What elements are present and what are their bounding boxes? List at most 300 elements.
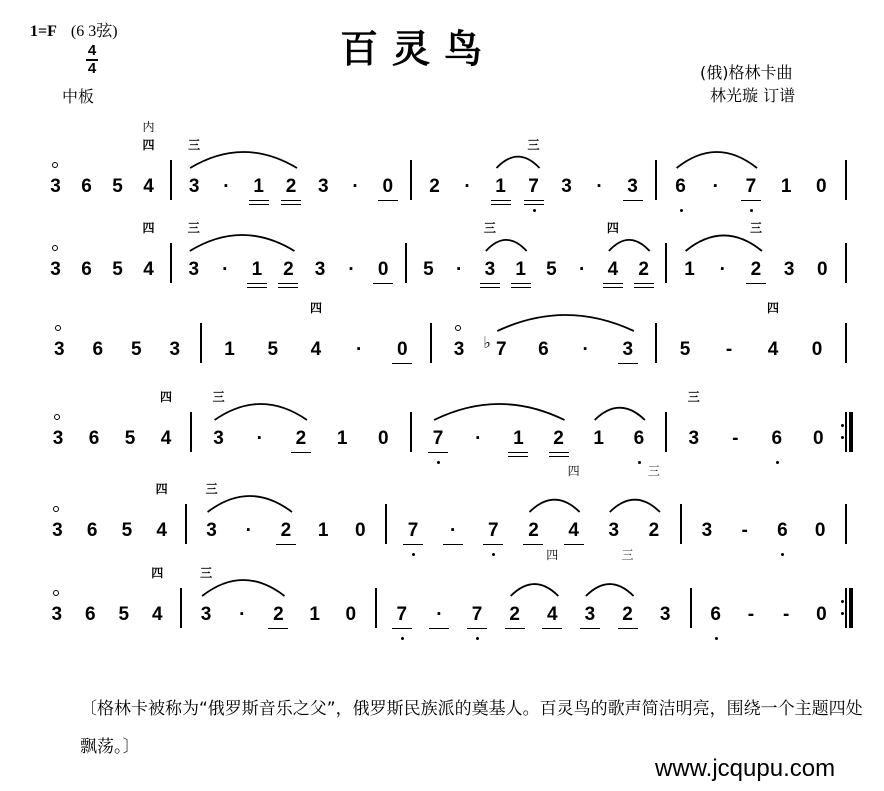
note-digit: ·: [719, 259, 726, 280]
underline: [618, 363, 638, 364]
measure: [40, 566, 174, 628]
slur-arc: [511, 584, 559, 596]
note-digit: 1: [593, 428, 604, 449]
note-digit: 2: [280, 520, 292, 541]
barline: [180, 588, 182, 628]
low-octave-dot: [401, 637, 404, 640]
note: [449, 259, 469, 283]
note: [505, 604, 525, 628]
note-digit: 5: [679, 339, 691, 360]
fingering-mark: 三: [483, 221, 496, 235]
note: [46, 259, 66, 283]
note-digit: 1: [336, 428, 348, 449]
fingering-mark: 四: [155, 482, 168, 496]
note-digit: 7: [396, 604, 408, 625]
note-digit: 5: [118, 604, 130, 625]
note-digit: 3: [188, 259, 200, 280]
note-digit: 1: [253, 176, 264, 197]
note-digit: -: [741, 520, 748, 541]
underline: [634, 287, 654, 288]
note: [763, 301, 783, 363]
barline: [170, 160, 172, 200]
note: [655, 604, 675, 628]
note-digit: 5: [112, 176, 123, 197]
note: [618, 548, 638, 628]
note: [88, 339, 108, 363]
note-digit: 1: [780, 176, 792, 197]
underline: [378, 200, 398, 201]
note-digit: 7: [528, 176, 539, 197]
note-digit: ·: [245, 520, 252, 541]
barline: [665, 243, 667, 283]
note-digit: ·: [464, 176, 471, 197]
note: [779, 259, 799, 283]
note: [675, 339, 695, 363]
barline: [690, 588, 692, 628]
note: [468, 428, 488, 452]
note: [713, 259, 733, 283]
underline: [542, 628, 562, 629]
note: [341, 604, 361, 628]
note-digit: ·: [596, 176, 603, 197]
note-digit: 1: [515, 259, 526, 280]
note-digit: ·: [578, 259, 586, 280]
note: [373, 259, 393, 283]
fingering-mark: 四: [309, 301, 322, 315]
fingering-mark: 三: [749, 221, 762, 235]
score-row: [0, 221, 884, 299]
slur-arc: [586, 584, 634, 596]
underline: [491, 200, 511, 201]
note-digit: 2: [285, 176, 297, 197]
slur-arc: [208, 496, 292, 512]
note-digit: 3: [53, 339, 65, 360]
repeat-part: [841, 424, 844, 427]
note: [215, 259, 235, 283]
note-digit: 5: [423, 259, 434, 280]
slur-arc: [497, 157, 540, 168]
note: [524, 138, 544, 200]
note-digit: -: [732, 428, 739, 449]
note-digit: 3: [561, 176, 572, 197]
note-digit: ·: [348, 259, 355, 280]
note-digit: 4: [767, 339, 779, 360]
note-digit: ·: [352, 176, 359, 197]
slur-arc: [595, 408, 645, 420]
underline: [247, 283, 267, 284]
note-digit: 3: [50, 176, 61, 197]
note-digit: 3: [51, 604, 63, 625]
note-digit: 3: [317, 176, 329, 197]
note-digit: 4: [143, 176, 154, 197]
measure: [40, 339, 194, 363]
fingering-mark: 三: [621, 548, 634, 562]
note-digit: 2: [509, 604, 520, 625]
fingering-mark: 三: [187, 221, 200, 235]
note: [156, 390, 176, 452]
note: [84, 428, 104, 452]
barline: [200, 323, 202, 363]
note: [706, 176, 726, 200]
note-digit: 4: [160, 428, 172, 449]
measure: [673, 390, 839, 452]
note: [483, 520, 503, 544]
note-digit: -: [725, 339, 733, 360]
note-digit: 3: [608, 520, 620, 541]
note: [533, 339, 553, 363]
underline: [403, 544, 423, 545]
note-digit: 3: [453, 339, 465, 360]
note: [706, 604, 726, 628]
measure: [413, 221, 659, 283]
note: [443, 520, 463, 544]
barline: [845, 504, 847, 544]
repeat-part: [841, 600, 844, 603]
note: [108, 259, 128, 283]
underline: [480, 287, 500, 288]
note-digit: 2: [283, 259, 294, 280]
composer: (俄)格林卡曲: [700, 63, 793, 82]
repeat-part: [841, 612, 844, 615]
note: [449, 339, 469, 363]
note: [483, 333, 511, 363]
note-digit: 1: [251, 259, 263, 280]
low-octave-dot: [750, 209, 753, 212]
note-digit: ·: [712, 176, 719, 197]
website-watermark: www.jcqupu.com: [655, 755, 836, 782]
harmonic-circle-icon: [53, 590, 59, 596]
note: [373, 428, 393, 452]
low-octave-dot: [715, 637, 718, 640]
note-digit: ·: [582, 339, 589, 360]
note: [428, 428, 448, 452]
note-digit: 0: [382, 176, 394, 197]
underline: [623, 200, 643, 201]
note: [263, 339, 283, 363]
underline: [249, 204, 269, 205]
note: [139, 120, 159, 200]
measure: [663, 301, 839, 363]
note: [196, 566, 216, 628]
score-row: [0, 120, 884, 216]
underline: [428, 452, 448, 453]
barline: [845, 160, 847, 200]
note: [184, 138, 204, 200]
note-digit: 2: [638, 259, 649, 280]
measure: [663, 176, 839, 200]
note-digit: 3: [169, 339, 181, 360]
note: [392, 339, 412, 363]
note: [49, 339, 69, 363]
note-digit: 7: [471, 604, 483, 625]
note: [47, 604, 67, 628]
repeat-part: [849, 588, 853, 628]
note-digit: 3: [200, 604, 212, 625]
note: [580, 604, 600, 628]
barline: [375, 588, 377, 628]
underline: [281, 200, 301, 201]
slur-arc: [497, 315, 634, 331]
note: [644, 464, 664, 544]
note: [239, 520, 259, 544]
fingering-mark: 四: [151, 566, 164, 580]
note-digit: 4: [310, 339, 322, 360]
score-row: [0, 301, 884, 379]
note-digit: 4: [547, 604, 558, 625]
underline: [618, 628, 638, 629]
underline: [373, 283, 393, 284]
note: [47, 520, 67, 544]
note: [807, 339, 827, 363]
underline: [746, 283, 766, 284]
note-digit: 0: [377, 259, 389, 280]
slur-arc: [190, 235, 295, 251]
string-tuning: (6 3弦): [70, 23, 118, 40]
note-digit: 0: [816, 604, 827, 625]
note-digit: 6: [675, 176, 686, 197]
note: [523, 520, 543, 544]
note: [634, 259, 654, 283]
note: [618, 339, 638, 363]
note-digit: -: [747, 604, 755, 625]
note: [680, 259, 700, 283]
note-digit: 0: [812, 428, 824, 449]
underline: [603, 283, 623, 284]
low-octave-dot: [476, 637, 479, 640]
slur-arc: [434, 404, 564, 420]
note: [746, 221, 766, 283]
note-digit: 2: [528, 520, 539, 541]
note-digit: ·: [475, 428, 482, 449]
note: [247, 259, 267, 283]
note-digit: 6: [81, 176, 92, 197]
note: [268, 604, 288, 628]
underline: [429, 628, 449, 629]
fingering-mark: 内: [142, 120, 155, 134]
note: [291, 428, 311, 452]
note: [114, 604, 134, 628]
note: [281, 176, 301, 200]
note-digit: 3: [206, 520, 217, 541]
time-top: 4: [87, 42, 97, 59]
note: [278, 259, 298, 283]
note: [741, 176, 761, 200]
harmonic-circle-icon: [52, 162, 58, 168]
note-digit: 1: [224, 339, 235, 360]
repeat-part: [849, 412, 853, 452]
note-digit: 2: [622, 604, 633, 625]
underline: [524, 200, 544, 201]
slur-arc: [529, 500, 579, 512]
measure: [178, 221, 399, 283]
note: [589, 428, 609, 452]
note: [108, 176, 128, 200]
note-digit: 6: [88, 428, 100, 449]
note-digit: 6: [633, 428, 645, 449]
arranger: 林光璇 订谱: [710, 86, 796, 105]
measure: [198, 390, 404, 452]
note-digit: 5: [121, 520, 133, 541]
barline: [845, 243, 847, 283]
end-repeat-sign: [841, 588, 853, 628]
underline: [523, 544, 543, 545]
underline: [249, 200, 269, 201]
note: [165, 339, 185, 363]
repeat-part: [845, 412, 847, 452]
note: [77, 259, 97, 283]
note-digit: 4: [568, 520, 579, 541]
barline: [410, 160, 412, 200]
note: [209, 390, 229, 452]
measure: [208, 301, 424, 363]
note: [80, 604, 100, 628]
note: [480, 221, 500, 283]
note: [590, 176, 610, 200]
underline: [511, 287, 531, 288]
harmonic-circle-icon: [54, 414, 60, 420]
note-digit: 3: [584, 604, 596, 625]
note: [511, 259, 531, 283]
note-digit: 1: [684, 259, 695, 280]
slur-arc: [609, 240, 650, 251]
fingering-mark: 三: [212, 390, 225, 404]
note: [429, 604, 449, 628]
note-digit: 0: [817, 259, 828, 280]
underline: [508, 452, 528, 453]
note: [139, 221, 159, 283]
low-octave-dot: [492, 553, 495, 556]
measure: [40, 221, 164, 283]
fingering-mark: 四: [159, 390, 172, 404]
underline: [276, 544, 296, 545]
repeat-part: [841, 436, 844, 439]
barline: [385, 504, 387, 544]
note: [306, 301, 326, 363]
underline: [281, 204, 301, 205]
underline: [741, 200, 761, 201]
note: [82, 520, 102, 544]
note-digit: 3: [688, 428, 700, 449]
low-octave-dot: [776, 461, 779, 464]
note: [184, 221, 204, 283]
note: [378, 176, 398, 200]
note: [126, 339, 146, 363]
note: [572, 259, 592, 283]
slur-arc: [677, 152, 757, 168]
note-digit: 3: [52, 428, 64, 449]
barline: [845, 323, 847, 363]
note: [220, 339, 240, 363]
note: [117, 520, 137, 544]
note-digit: 0: [345, 604, 357, 625]
note-digit: 2: [295, 428, 307, 449]
measure: [383, 548, 684, 628]
note: [767, 428, 787, 452]
note-digit: -: [782, 604, 790, 625]
underline: [467, 628, 487, 629]
note: [623, 176, 643, 200]
note: [811, 176, 831, 200]
note-digit: 3: [783, 259, 795, 280]
note-digit: 2: [273, 604, 284, 625]
note: [776, 176, 796, 200]
underline: [508, 456, 528, 457]
note-digit: ·: [436, 604, 443, 625]
note: [77, 176, 97, 200]
underline: [491, 204, 511, 205]
note-digit: 5: [112, 259, 123, 280]
note: [458, 176, 478, 200]
underline: [505, 628, 525, 629]
underline: [564, 544, 584, 545]
note: [147, 566, 167, 628]
tempo-marking: 中板: [62, 87, 95, 106]
end-repeat-sign: [841, 412, 853, 452]
note: [629, 428, 649, 452]
note: [342, 259, 362, 283]
fingering-mark: 四: [546, 548, 559, 562]
note-digit: 6: [771, 428, 783, 449]
note-digit: 3: [484, 259, 496, 280]
note-digit: 5: [546, 259, 557, 280]
measure: [438, 333, 649, 363]
note-digit: 6: [86, 520, 98, 541]
note-digit: 7: [488, 520, 499, 541]
note: [684, 390, 704, 452]
note: [249, 176, 269, 200]
barline: [170, 243, 172, 283]
note-digit: ·: [222, 259, 229, 280]
underline: [524, 204, 544, 205]
flat-sign: ♭: [483, 333, 491, 352]
note-digit: ·: [450, 520, 457, 541]
note-digit: 6: [92, 339, 104, 360]
note-digit: 3: [622, 339, 634, 360]
note: [725, 428, 745, 452]
note: [350, 520, 370, 544]
note: [305, 604, 325, 628]
underline: [268, 628, 288, 629]
fingering-mark: 三: [200, 566, 213, 580]
note-digit: 6: [710, 604, 721, 625]
note-digit: 4: [607, 259, 619, 280]
fingering-mark: 三: [687, 390, 700, 404]
note: [549, 428, 569, 452]
barline: [680, 504, 682, 544]
slur-arc: [486, 240, 527, 251]
note-digit: 2: [429, 176, 440, 197]
note: [491, 176, 511, 200]
note-digit: 4: [143, 259, 154, 280]
underline: [511, 283, 531, 284]
low-octave-dot: [638, 461, 641, 464]
underline: [549, 456, 569, 457]
fingering-mark: 四: [606, 221, 619, 235]
note-digit: 1: [309, 604, 320, 625]
note: [216, 176, 236, 200]
note-digit: 3: [314, 259, 326, 280]
note-digit: 3: [188, 176, 200, 197]
repeat-part: [845, 588, 847, 628]
score-row: [0, 390, 884, 468]
note: [541, 259, 561, 283]
measure: [698, 604, 839, 628]
measure: [188, 566, 369, 628]
note: [603, 221, 623, 283]
time-signature: [86, 43, 98, 77]
note: [346, 176, 366, 200]
underline: [392, 628, 412, 629]
